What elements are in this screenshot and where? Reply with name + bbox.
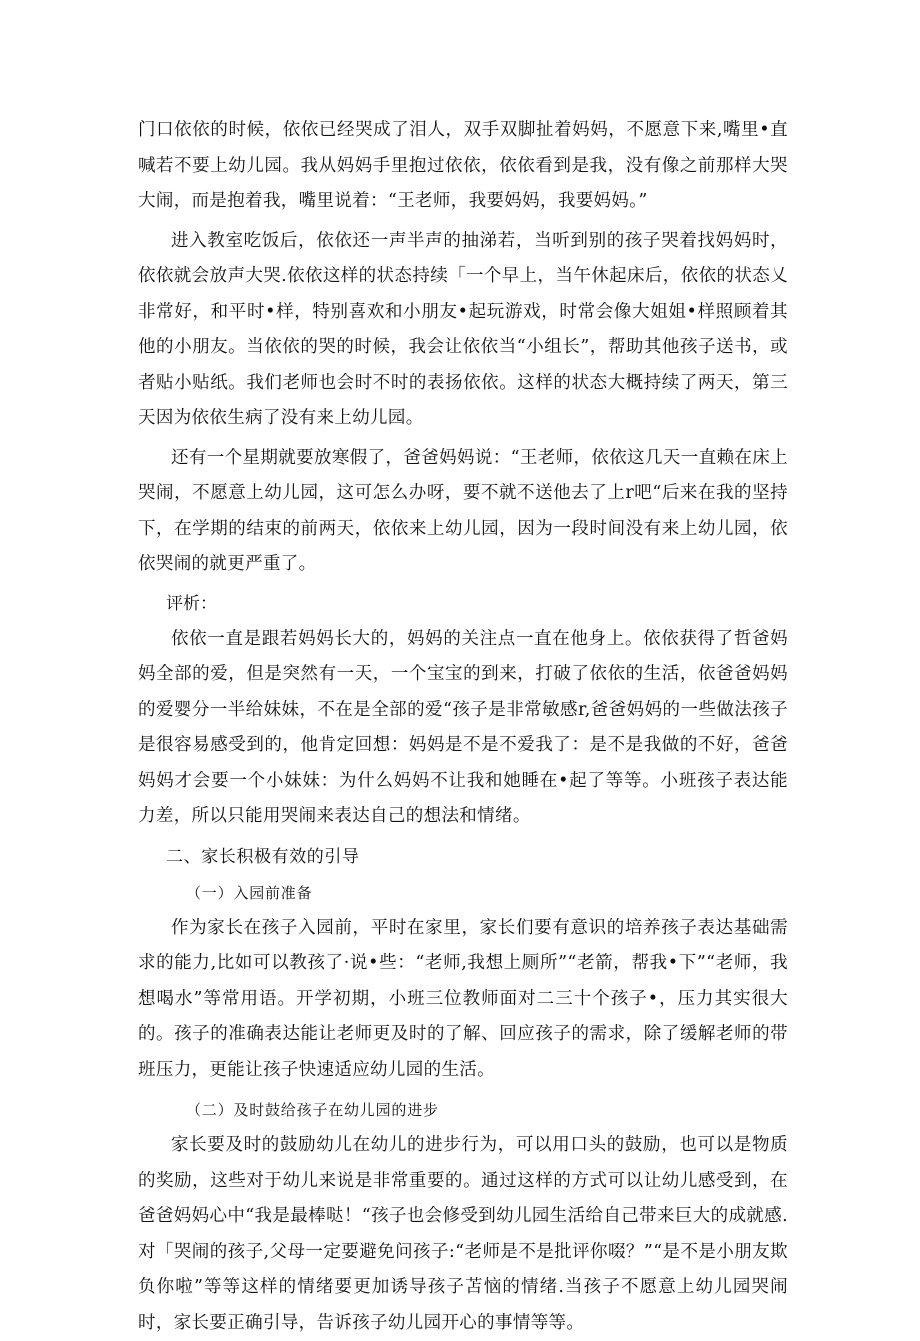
paragraph-6: 家长要及时的鼓励幼儿在幼儿的进步行为，可以用口头的鼓励，也可以是物质的奖励，这些对于幼儿来说是非常重要的。通过这样的方式可以让幼儿感受到，在爸爸妈妈心中“我是最棒哒！“孩子也会修受到幼儿园生活给自己带来巨大的成就感.对「哭闹的孩子,父母一定要避免问孩子:“老师是不是批评你啜？”“是不是小朋友欺负你啦”等等这样的情绪要更加诱导孩子苫恼的情绪.当孩子不愿意上幼儿园哭闹时，家长要正确引导，告诉孩子幼儿园开心的事情等等。 [138, 1135, 788, 1333]
paragraph-4: 依依一直是跟若妈妈长大的，妈妈的关注点一直在他身上。依依获得了哲爸妈妈全部的爱，但是突然有一天，一个宝宝的到来，打破了依依的生活，依爸爸妈妈的爱婴分一半给妹妹，不在是全部的爱“孩子是非常敏感r,爸爸妈妈的一些做法孩子是很容易感受到的，他肯定回想：妈妈是不是不爱我了：是不是我做的不好，爸爸妈妈才会要一个小妹妹：为什么妈妈不让我和她睡在•起了等等。小班孩子表达能力差，所以只能用哭闹来表达自己的想法和情绪。 [138, 628, 788, 826]
section-heading: 二、家长积极有效的引导 [166, 846, 360, 867]
paragraph-2: 进入教室吃饭后，依依还一声半声的抽涕若，当听到别的孩子哭着找妈妈时，依依就会放声大哭.依依这样的状态持续「一个早上，当午休起床后，依依的状态乂非常好，和平时•样，特别喜欢和小朋友•起玩游戏，时常会像大姐姐•样照顾着其他的小朋友。当依依的哭的时候，我会让依依当“小组长”，帮助其他孩子送书，或者贴小贴纸。我们老师也会时不时的表扬依依。这样的状态大概持续了两天，第三天因为依依生病了没有来上幼儿园。 [138, 230, 788, 428]
document-body [138, 113, 788, 1341]
analysis-label: 评析： [166, 593, 217, 614]
paragraph-3: 还有一个星期就要放寒假了，爸爸妈妈说：“王老师，依依这几天一直赖在床上哭闹，不愿意上幼儿园，这可怎么办呀，要不就不送他去了上r吧“后来在我的坚持下，在学期的结束的前两天，依依来上幼儿园，因为一段时间没有来上幼儿园，依依哭闹的就更严重了。 [138, 447, 788, 574]
subsection-heading-1: （一）入园前准备 [186, 883, 313, 902]
subsection-heading-2: （二）及时鼓给孩子在幼儿园的进步 [186, 1101, 439, 1119]
paragraph-1: 门口依依的时候，依依已经哭成了泪人，双手双脚扯着妈妈，不愿意下来,嘴里•直喊若不要上幼儿园。我从妈妈手里抱过依依，依依看到是我，没有像之前那样大哭大闹，而是抱着我，嘴里说着：“王老师，我要妈妈，我要妈妈。” [138, 120, 788, 211]
paragraph-5: 作为家长在孩子入园前，平时在家里，家长们要有意识的培养孩子表达基础需求的能力,比如可以教孩了·说•些：“老师,我想上厕所”“老箭，帮我•下”“老师，我想喝水”等常用语。开学初期，小班三位教师面对二三十个孩子•，压力其实很大的。孩子的准确表达能让老师更及时的了解、回应孩子的需求，除了缓解老师的带班压力，更能让孩子快速适应幼儿园的生活。 [138, 917, 788, 1080]
